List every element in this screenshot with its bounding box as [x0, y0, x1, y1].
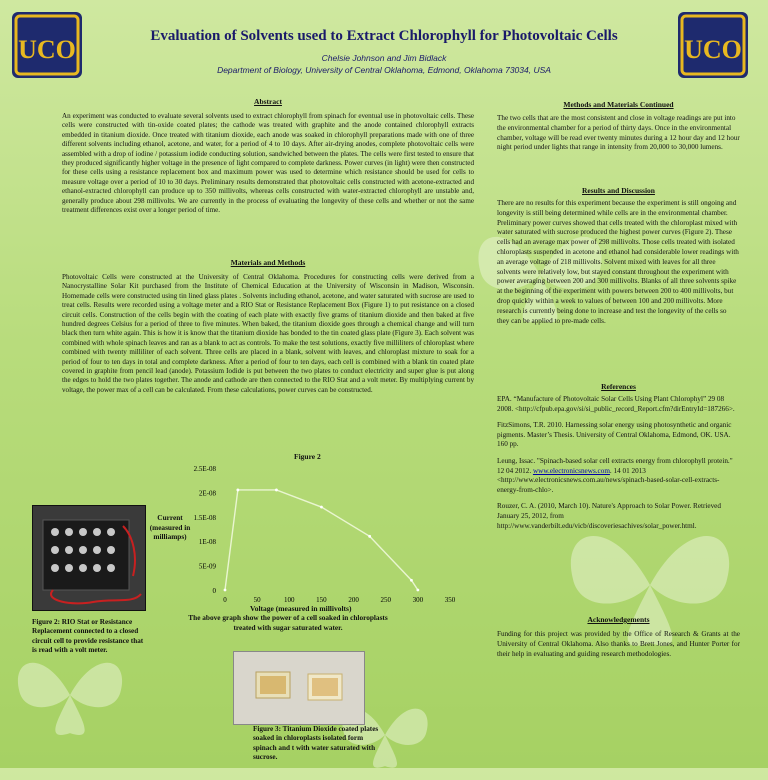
- data-point: [320, 506, 323, 509]
- reference-item: EPA. “Manufacture of Photovoltaic Solar Cells Using Plant Chlorophyl” 29 08 2008. <http://cfpub.epa.gov/si/si_public_record_Report.cfm?dirEntryId=187266>.: [497, 395, 735, 413]
- titanium-plates-photo: [233, 651, 365, 725]
- acknowledgements-heading: Acknowledgements: [587, 615, 650, 624]
- results-section: [497, 186, 740, 326]
- resistance-box-photo: [32, 505, 146, 611]
- x-tick-label: 350: [444, 596, 456, 604]
- data-point: [410, 579, 413, 582]
- acknowledgements-text: Funding for this project was provided by the Office of Research & Grants at the University of Central Oklahoma. Also thanks to Brett Jones, and Hunter Porter for their help in evaluating and guiding research methodologies.: [497, 630, 740, 658]
- chart-caption: The above graph show the power of a cell soaked in chloroplasts treated with sugar saturated water.: [188, 613, 388, 632]
- y-tick-label: 2E-08: [198, 489, 216, 498]
- x-tick-label: 300: [412, 596, 424, 604]
- data-point: [275, 489, 278, 492]
- abstract-text: An experiment was conducted to evaluate several solvents used to extract chlorophyll from spinach for eventual use in photovoltaic cells. These cells were constructed with tin-oxide coated plates; the cathode was treated with graphite and the anode contained chlorophyll extracts embedded in titanium dioxide. Once treated with titanium dioxide, each anode was soaked in chlorophyll preparations made with one of three different solvents including ethanol, acetone, and water, for a period of 4 to 10 days. After air-drying anodes, complete photovoltaic cells were assembled with a drop of iodine / potassium iodide conducting solution, sandwiched between the plates. The cells were first tested to ensure that they produced significantly higher voltage in the presence of light compared to complete darkness. Power curves (in light) were then constructed for these cells using a resistance replacement box and maximum power was used to determine which resistance should be used for cells to measure voltage over a period of 10 to 30 days. Preliminary results demonstrated that photovoltaic cells constructed with acetone-extracted and ethanol-extracted chlorophyll can produce up to 350 millivolts, whereas cells constructed with water-extracted chlorophyll are unstable and, generally produce about 298 millivolts. We are currently in the process of evaluating the longevity of these cells and whether or not the same treatment differences exist over a longer period of time.: [62, 112, 474, 215]
- materials-methods-heading: Materials and Methods: [230, 258, 306, 267]
- x-tick-label: 50: [253, 596, 261, 604]
- methods-continued-text: The two cells that are the most consistent and close in voltage readings are put into the environmental chamber for a period of thirty days. Once in the environmental chamber, voltage will be read ever twenty minutes during a 12 hour day and 12 hour night period under lights that range in intensity from 20,000 to 30,000 lumens.: [497, 114, 740, 152]
- poster-title: Evaluation of Solvents used to Extract Chlorophyll for Photovoltaic Cells: [150, 28, 618, 44]
- x-tick-label: 200: [348, 596, 359, 604]
- figure1-caption: Figure 2: RIO Stat or Resistance Replacement connected to a closed circuit cell to provide resistance that is read with a volt meter.: [32, 618, 144, 655]
- methods-continued-heading: Methods and Materials Continued: [563, 100, 674, 109]
- x-tick-label: 250: [380, 596, 391, 604]
- results-heading: Results and Discussion: [582, 186, 655, 195]
- chart-x-label: Voltage (measured in millivolts): [250, 604, 352, 613]
- methods-continued-section: [497, 100, 740, 153]
- y-tick-label: 1.5E-08: [193, 513, 216, 522]
- power-curve-chart: [150, 460, 480, 605]
- svg-text:UCO: UCO: [684, 35, 742, 64]
- abstract-heading: Abstract: [254, 97, 282, 106]
- poster-department: Department of Biology, University of Central Oklahoma, Edmond, Oklahoma 73034, USA: [217, 65, 551, 75]
- y-tick-label: 0: [212, 587, 216, 595]
- chart-y-label: Current (measured in milliamps): [149, 513, 191, 541]
- data-point: [236, 489, 239, 492]
- materials-methods-text: Photovoltaic Cells were constructed at the University of Central Oklahoma. Procedures for constructing cells were derived from a Nanocrystalline Solar Kit purchased from the Institute of Chemical Education at the University of Wisconsin in Madison, Wisconsin. Homemade cells were constructed using tin lined glass plates . Solvents including ethanol, acetone, and water saturated with sucrose are used to treat cells. Results were recorded using a voltage meter and a RIO Stat or Resistance Replacement Box (Figure 1) to put resistance on a closed circuit cells. Construction of the cells begin with the coating of each plate with exactly five grams of titanium dioxide and then baked at five hundred degrees Celsius for a period of three to five minutes. When baked, the titanium dioxide goes through a chemical change and will turn black then turn white again. This is how it is know that the titanium dioxide has bonded to the tin coated glass plate (Figure 3). Each solvent was combined with whole spinach leaves and ran as a blank to act as controls. To make the test solutions, exactly five milliliters of chloroplast where combined with twenty milliliter of each solvent. Three cells are placed in a blank, solvent with leaves, and chloroplast mixture to soak for a period of four to ten days in total and complete darkness. After a period of four to ten days, each cell is combined with a blank tin coated plate covered in graphite from pencil lead (anode). Potassium Iodide is put between the two plates to conduct electricity and super glue is put along the edges to hold the two plates together. The anode and cathode are then connected to the RIO Stat and a volt meter. By multiplying current by voltage, the power max of a cell can be calculated. From these calculations, power curves can be constructed.: [62, 273, 474, 394]
- data-point: [368, 535, 371, 538]
- results-text: There are no results for this experiment because the experiment is still ongoing and longevity is still being determined while cells are in the environmental chamber. Preliminary power curves showed that cells treated with the chloroplast mixed with water saturated with sucrose produced the highest power curves (Figure 2). These cells had an average max power of 298 millivolts. Those cells treated with isolated chloroplasts suspended in acetone and ethanol had considerable lower readings with an average voltage of 218 millivolts. Solvent mixed with leaves for all three solvents were relatively low, but stayed constant throughout the experiment with power averaging between 200 and 300 millivolts. Blanks of all three solvents spike at the beginning of the experiment with powers between 200 to 400 millivolts, but drop quickly within a week to values of between 100 and 200 millivolts. More research is currently being done to increase and test the longevity of the cells so they can be applied to pre-made cells.: [497, 199, 739, 325]
- figure3-caption: Figure 3: Titanium Dioxide coated plates soaked in chloroplasts isolated form spinach and t with water saturated with sucrose.: [253, 725, 379, 762]
- materials-methods-section: [62, 258, 474, 395]
- x-tick-label: 150: [316, 596, 327, 604]
- data-point: [416, 589, 419, 592]
- reference-item: Leung, Issac. "Spinach-based solar cell extracts energy from chlorophyll protein." 12 04 2012. www.electronicsnews.com. 14 01 2013 <http://www.electronicsnews.com.au/news/spinach-based-solar-cell-extracts-energy-from-chlo>.: [497, 456, 733, 494]
- svg-text:UCO: UCO: [18, 35, 76, 64]
- data-point: [224, 589, 227, 592]
- butterfly-decoration-icon: [10, 640, 130, 750]
- acknowledgements-section: [497, 615, 740, 659]
- references-heading: References: [601, 382, 636, 391]
- references-section: [497, 382, 740, 538]
- chart-title: Figure 2: [294, 452, 321, 461]
- y-tick-label: 5E-09: [198, 562, 216, 571]
- reference-item: FitzSimons, T.R. 2010. Harnessing solar energy using photosynthetic and organic pigments. Master’s Thesis. University of Central Oklahoma, Edmond, OK. USA. 160 pp.: [497, 421, 732, 449]
- y-tick-label: 1E-08: [198, 538, 216, 547]
- series-line: [225, 490, 418, 590]
- reference-link[interactable]: www.electronicsnews.com: [532, 466, 610, 475]
- poster-authors: Chelsie Johnson and Jim Bidlack: [321, 53, 447, 63]
- y-tick-label: 2.5E-08: [193, 465, 216, 473]
- abstract-section: [62, 97, 474, 215]
- reference-item: Rouzer, C. A. (2010, March 10). Nature's Approach to Solar Power. Retrieved January 25, 2012, from http://www.vanderbilt.edu/vicb/discoveriesachives/solar_power.html.: [497, 502, 721, 530]
- x-tick-label: 0: [223, 596, 227, 604]
- x-tick-label: 100: [284, 596, 295, 604]
